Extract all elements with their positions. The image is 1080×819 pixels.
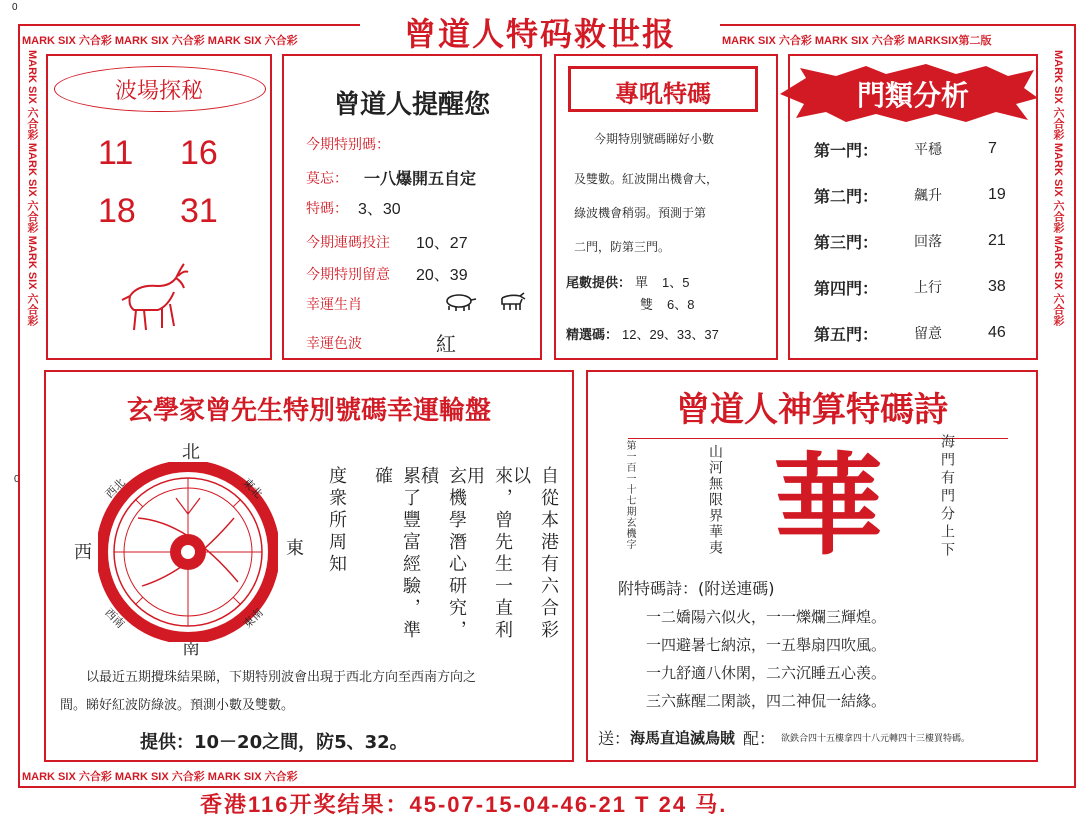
- exclusive-text-4: 二門，防第三門。: [574, 240, 671, 254]
- issue-text: 第一百一十七期玄機字: [624, 440, 635, 550]
- gate-value: 38: [988, 278, 1006, 295]
- ring-sw: 西南: [102, 605, 128, 631]
- select-label: 精選碼：: [566, 328, 619, 343]
- special-code-value: 3、30: [358, 201, 401, 218]
- border-strip-bottom: MARK SIX 六合彩 MARK SIX 六合彩 MARK SIX 六合彩: [22, 771, 298, 783]
- gate-row: [814, 172, 1024, 218]
- forget-label: 莫忘：: [306, 170, 348, 187]
- dir-south: 南: [182, 638, 200, 659]
- special-code-label: 特碼：: [306, 200, 348, 217]
- dir-north: 北: [182, 442, 200, 463]
- gate-name: 第二門：: [814, 186, 879, 206]
- side-marker-mid: 0: [14, 474, 20, 485]
- color-value: 紅: [436, 332, 456, 356]
- gate-list: [814, 126, 1024, 356]
- gate-value: 21: [988, 232, 1006, 249]
- watch-label: 今期特別留意: [306, 266, 390, 283]
- gate-row: [814, 264, 1024, 310]
- ring-ne: 東北: [240, 475, 266, 501]
- poem-line-1: 一二嬌陽六似火，一一爍爛三輝煌。: [646, 608, 887, 626]
- number-4: 31: [180, 192, 218, 230]
- gate-value: 46: [988, 324, 1006, 341]
- zodiac-label: 幸運生肖: [306, 297, 362, 313]
- border-strip-right: MARK SIX 六合彩 MARK SIX 六合彩 MARK SIX 六合彩: [1052, 50, 1064, 326]
- poem-line-2: 一四避暑七納涼，一五舉扇四吹風。: [646, 636, 887, 654]
- border-strip-top-left: MARK SIX 六合彩 MARK SIX 六合彩 MARK SIX 六合彩: [22, 35, 298, 47]
- gate-desc: 留意: [914, 326, 942, 342]
- panel-reminder: [282, 54, 542, 360]
- poem-line-4: 三六蘇醒二閑談，四二神侃一結緣。: [646, 692, 887, 710]
- gate-name: 第一門：: [814, 140, 879, 160]
- gate-desc: 飆升: [914, 188, 942, 204]
- page-title: 曾道人特码救世报: [360, 10, 720, 58]
- border-strip-top-right: MARK SIX 六合彩 MARK SIX 六合彩 MARKSIX第二版: [722, 35, 992, 47]
- exclusive-text-1: 今期特別號碼睇好小數: [594, 132, 715, 146]
- exclusive-text-2: 及雙數。紅波開出機會大，: [574, 172, 719, 186]
- gate-row: [814, 218, 1024, 264]
- line-special: 今期特别碼：: [306, 137, 390, 153]
- pig-icon: [442, 292, 478, 312]
- gate-row: [814, 310, 1024, 356]
- combo-value: 10、27: [416, 235, 468, 252]
- gate-name: 第四門：: [814, 278, 879, 298]
- gate-row: [814, 126, 1024, 172]
- exclusive-text-3: 綠波機會稍弱。預測于第: [574, 206, 707, 220]
- gate-value: 7: [988, 140, 997, 157]
- gate-desc: 回落: [914, 234, 942, 250]
- gate-name: 第三門：: [814, 232, 879, 252]
- verse-left: 山河無限界華夷: [707, 444, 723, 556]
- forget-value: 一八爆開五自定: [364, 169, 477, 188]
- number-3: 18: [98, 192, 136, 230]
- big-character: 華: [773, 441, 883, 570]
- panel-gate-analysis: [788, 54, 1038, 360]
- wheel-desc-1: 以最近五期攪珠結果睇，下期特別波會出現于西北方向至西南方向之: [86, 670, 477, 685]
- number-1: 11: [98, 134, 134, 172]
- ring-se: 東南: [240, 605, 266, 631]
- gate-desc: 平穩: [914, 142, 942, 158]
- panel6-title: 曾道人神算特碼詩: [676, 390, 948, 430]
- watch-value: 20、39: [416, 267, 468, 284]
- panel-exclusive: [554, 54, 778, 360]
- ox-icon: [498, 290, 528, 312]
- tail-single-label: 單: [635, 276, 649, 291]
- story-col-4: 累了豐富經驗，準確: [372, 466, 421, 642]
- gate-desc: 上行: [914, 280, 942, 296]
- goat-icon: [118, 256, 198, 336]
- gate-name: 第五門：: [814, 324, 879, 344]
- panel4-title: 門類分析: [856, 79, 969, 112]
- panel5-title: 玄學家曾先生特別號碼幸運輪盤: [126, 396, 491, 426]
- wheel-desc-2: 間。睇好紅波防綠波。預測小數及雙數。: [60, 698, 295, 713]
- tail-single: 1、5: [662, 275, 690, 290]
- poem-line-3: 一九舒適八休閑，二六沉睡五心羡。: [646, 664, 887, 682]
- gate-value: 19: [988, 186, 1006, 203]
- panel3-title: 專吼特碼: [615, 79, 711, 108]
- story-col-2: 來，曾先生一直利用: [464, 466, 513, 642]
- side-marker-top: 0: [12, 2, 18, 13]
- match-label: 配：: [743, 729, 776, 748]
- verse-right: 海門有門分上下: [939, 434, 955, 560]
- number-2: 16: [180, 134, 218, 172]
- panel1-title: 波場探秘: [114, 79, 203, 104]
- panel-poem: [586, 370, 1038, 762]
- dir-east: 東: [286, 538, 304, 559]
- ring-nw: 西北: [102, 475, 128, 501]
- panel-wave-secret: [46, 54, 272, 360]
- panel-lucky-wheel: [44, 370, 574, 762]
- combo-label: 今期連碼投注: [306, 234, 390, 251]
- color-label: 幸運色波: [306, 335, 362, 352]
- border-strip-left: MARK SIX 六合彩 MARK SIX 六合彩 MARK SIX 六合彩: [26, 50, 38, 326]
- tail-double-label: 雙: [640, 298, 654, 313]
- story-col-1: 自從本港有六合彩以: [510, 466, 559, 642]
- poem-heading: 附特碼詩：(附送連碼): [618, 579, 775, 598]
- story-col-5: 度衆所周知: [326, 466, 347, 576]
- match-value: 欲鉄合四十五樓拿四十八元轉四十三樓買特碼。: [781, 734, 971, 744]
- panel2-title: 曾道人提醒您: [333, 90, 490, 120]
- story-col-3: 玄機學潛心研究，積: [418, 466, 467, 642]
- select-value: 12、29、33、37: [622, 327, 719, 342]
- tail-label: 尾數提供：: [566, 276, 632, 291]
- send-label: 送：: [598, 729, 631, 748]
- dir-west: 西: [74, 542, 92, 563]
- send-value: 海馬直追滅鳥賊: [630, 729, 736, 747]
- wheel-provide: 提供：10－20之間，防5、32。: [140, 732, 408, 753]
- tail-double: 6、8: [667, 297, 695, 312]
- draw-result: 香港116开奖结果：45-07-15-04-46-21 T 24 马.: [200, 792, 728, 817]
